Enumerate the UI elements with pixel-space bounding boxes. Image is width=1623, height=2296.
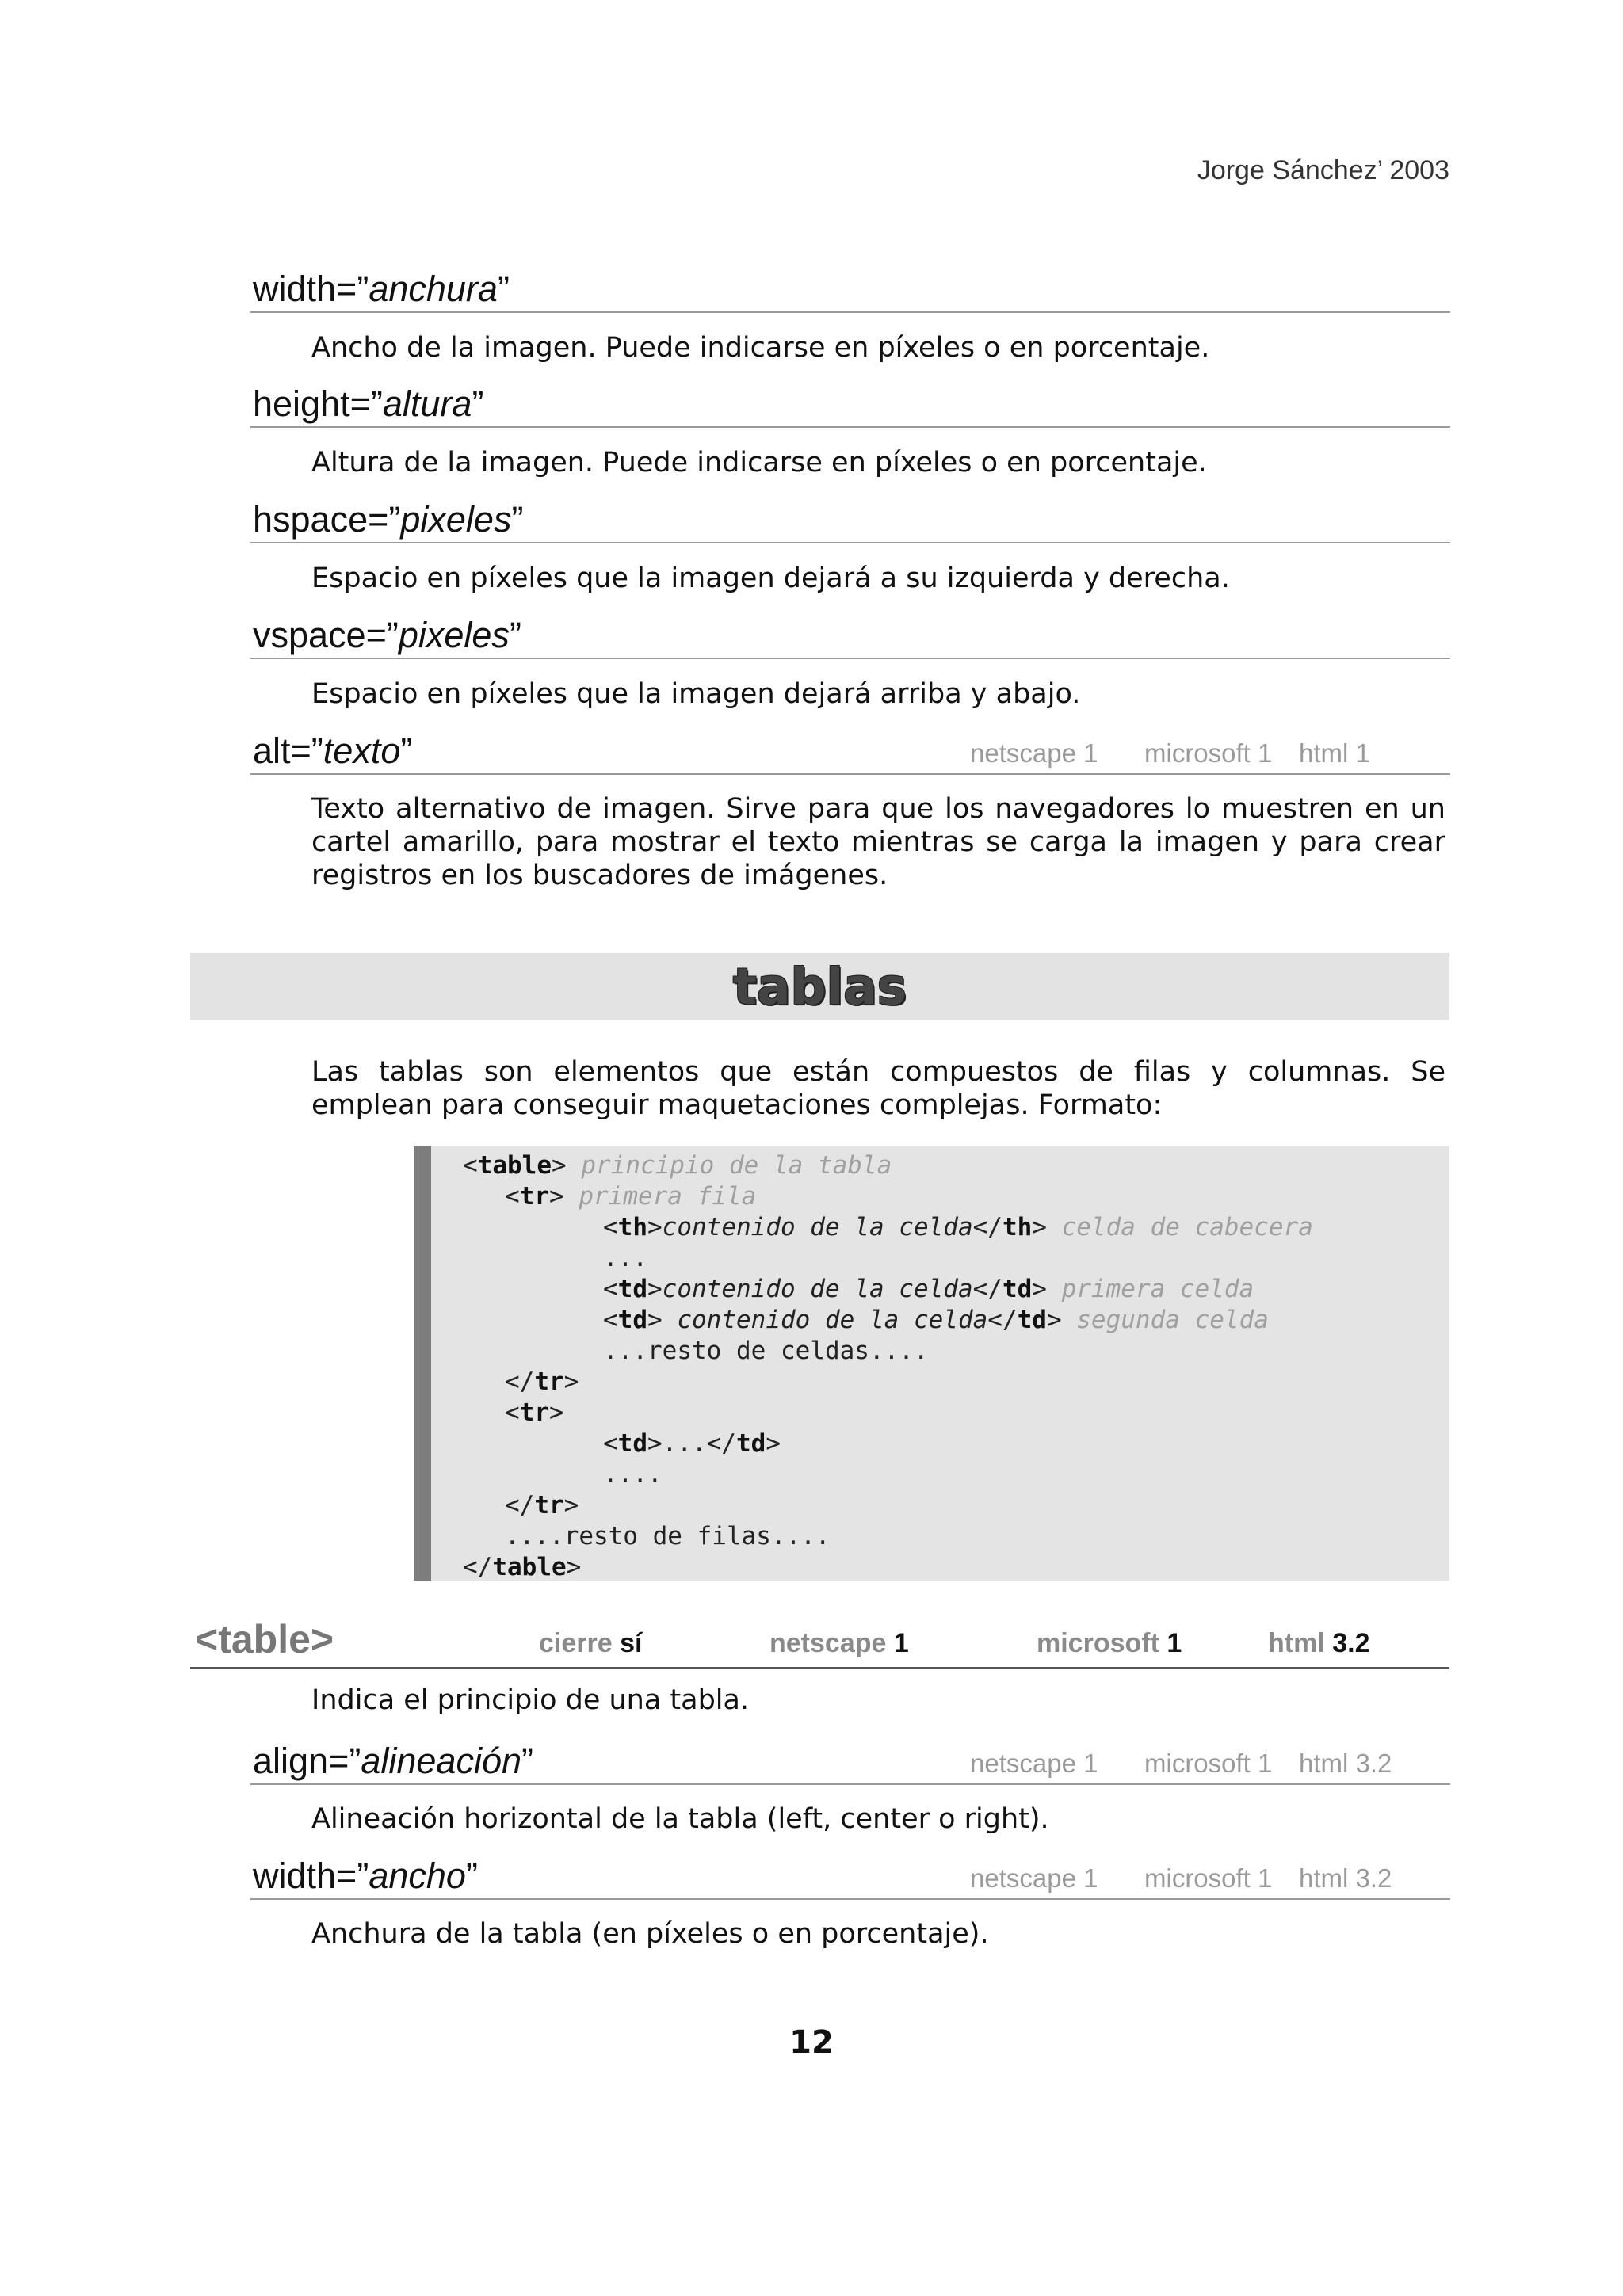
attr-name: height=”altura” bbox=[253, 383, 484, 424]
attr-name: vspace=”pixeles” bbox=[253, 615, 521, 655]
attr-width-desc: Ancho de la imagen. Puede indicarse en píxeles o en porcentaje. bbox=[311, 332, 1210, 364]
attr-hspace-heading bbox=[250, 488, 1450, 543]
tag-name: <table> bbox=[195, 1617, 334, 1661]
tag-microsoft: microsoft 1 bbox=[1037, 1628, 1182, 1658]
code-line: .... bbox=[603, 1460, 663, 1489]
code-line: </tr> bbox=[505, 1367, 579, 1396]
page-number: 12 bbox=[789, 2024, 834, 2061]
intro-paragraph: Las tablas son elementos que están compuestos de filas y columnas. Se emplean para conseguir maquetaciones complejas. Formato: bbox=[311, 1056, 1445, 1121]
attr-table-width-desc: Anchura de la tabla (en píxeles o en porcentaje). bbox=[311, 1918, 989, 1950]
attr-table-width-heading bbox=[250, 1844, 1450, 1900]
running-header: Jorge Sánchez’ 2003 bbox=[1197, 155, 1449, 185]
attr-vspace-heading bbox=[250, 604, 1450, 659]
attr-name: hspace=”pixeles” bbox=[253, 499, 524, 540]
attr-height-heading bbox=[250, 372, 1450, 428]
code-line: <th>contenido de la celda</th> celda de cabecera bbox=[603, 1213, 1313, 1241]
section-title: tablas bbox=[732, 958, 907, 1016]
code-line: <tr> primera fila bbox=[505, 1182, 757, 1211]
code-block bbox=[414, 1146, 1449, 1581]
tag-html: html 3.2 bbox=[1268, 1628, 1370, 1658]
compat-netscape: netscape 1 bbox=[970, 1749, 1098, 1778]
attr-name: alt=”texto” bbox=[253, 730, 413, 771]
attr-align-desc: Alineación horizontal de la tabla (left, center o right). bbox=[311, 1803, 1049, 1835]
compat-html: html 3.2 bbox=[1299, 1749, 1392, 1778]
compat-netscape: netscape 1 bbox=[970, 1863, 1098, 1893]
attr-alt-heading bbox=[250, 719, 1450, 775]
attr-alt-desc: Texto alternativo de imagen. Sirve para que los navegadores lo muestren en un cartel amarillo, para mostrar el texto mientras se carga la imagen y para crear registros en los buscadores de imágenes. bbox=[311, 793, 1445, 891]
attr-name: width=”ancho” bbox=[253, 1855, 478, 1896]
code-line: </table> bbox=[463, 1553, 582, 1581]
code-line: ....resto de filas.... bbox=[505, 1522, 831, 1550]
attr-width-heading bbox=[250, 257, 1450, 313]
code-line: <table> principio de la tabla bbox=[463, 1151, 892, 1180]
code-line: ...resto de celdas.... bbox=[603, 1337, 929, 1365]
compat-microsoft: microsoft 1 bbox=[1144, 1863, 1273, 1893]
tag-netscape: netscape 1 bbox=[769, 1628, 909, 1658]
compat-microsoft: microsoft 1 bbox=[1144, 738, 1273, 768]
code-line: <td>...</td> bbox=[603, 1429, 781, 1458]
attr-align-heading bbox=[250, 1730, 1450, 1785]
tag-heading-row bbox=[190, 1613, 1449, 1669]
tag-cierre: cierre sí bbox=[539, 1628, 643, 1658]
attr-vspace-desc: Espacio en píxeles que la imagen dejará arriba y abajo. bbox=[311, 678, 1081, 710]
attr-name: width=”anchura” bbox=[253, 269, 510, 309]
compat-microsoft: microsoft 1 bbox=[1144, 1749, 1273, 1778]
section-band bbox=[190, 953, 1449, 1020]
attr-height-desc: Altura de la imagen. Puede indicarse en píxeles o en porcentaje. bbox=[311, 447, 1207, 479]
code-line: ... bbox=[603, 1244, 647, 1272]
compat-netscape: netscape 1 bbox=[970, 738, 1098, 768]
compat-html: html 3.2 bbox=[1299, 1863, 1392, 1893]
tag-desc: Indica el principio de una tabla. bbox=[311, 1684, 750, 1716]
code-line: <td>contenido de la celda</td> primera celda bbox=[603, 1275, 1254, 1303]
attr-name: align=”alineación” bbox=[253, 1741, 533, 1781]
attr-hspace-desc: Espacio en píxeles que la imagen dejará a su izquierda y derecha. bbox=[311, 563, 1230, 594]
code-line: </tr> bbox=[505, 1491, 579, 1520]
code-line: <tr> bbox=[505, 1398, 564, 1427]
compat-html: html 1 bbox=[1299, 738, 1370, 768]
code-line: <td> contenido de la celda</td> segunda celda bbox=[603, 1306, 1269, 1334]
